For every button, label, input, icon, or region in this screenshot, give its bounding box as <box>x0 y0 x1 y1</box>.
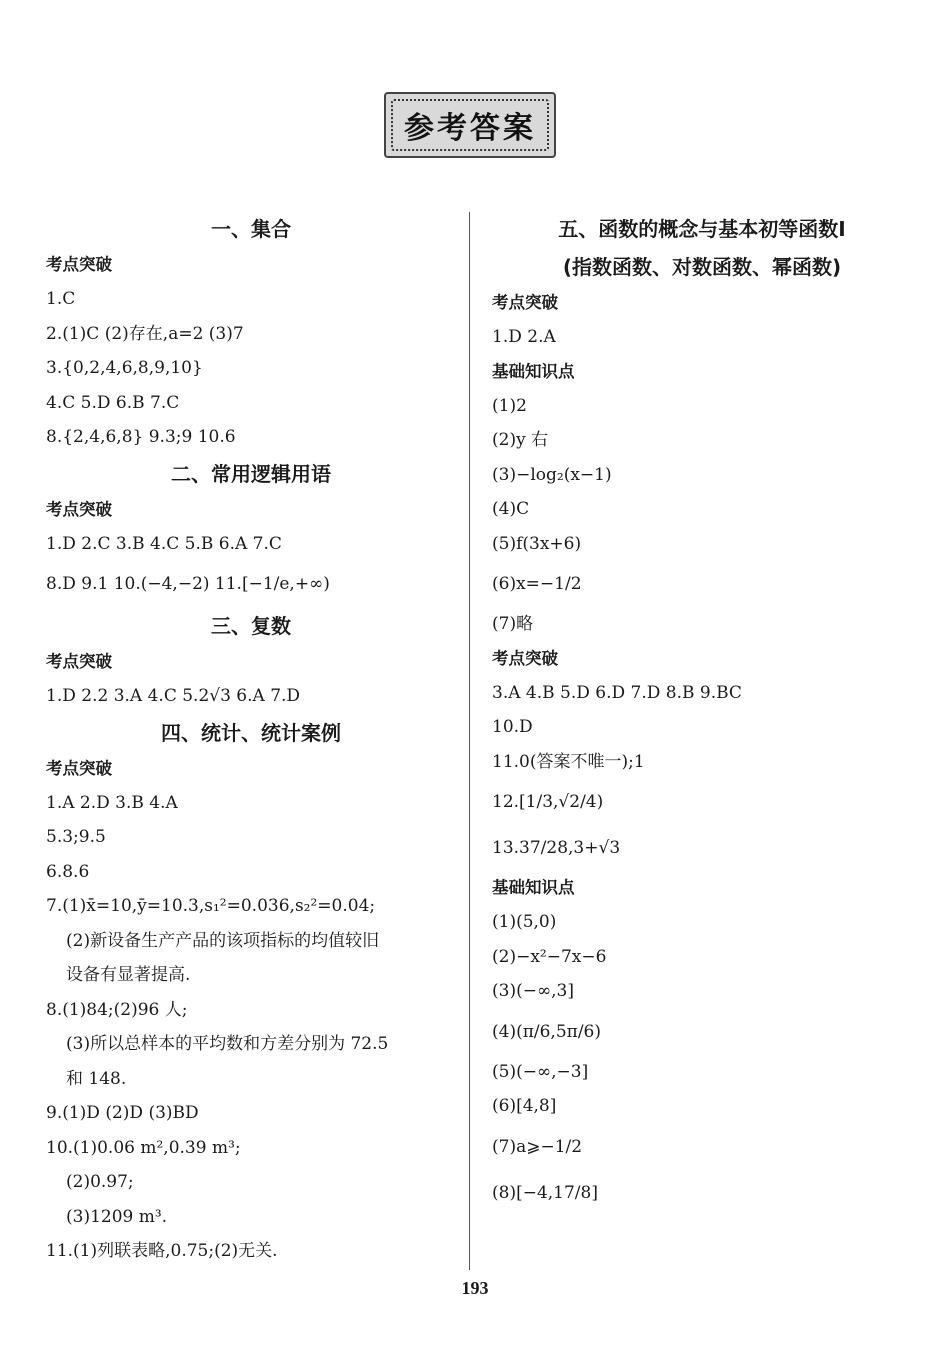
answer-line: 3.{0,2,4,6,8,9,10} <box>46 358 203 378</box>
answer-line: (3)1209 m³. <box>66 1206 168 1227</box>
subheading: 考点突破 <box>46 499 112 519</box>
answer-line: (2)0.97; <box>66 1172 134 1192</box>
answer-line: 4.C 5.D 6.B 7.C <box>46 392 180 413</box>
subheading: 考点突破 <box>46 652 112 671</box>
answer-line: 8.D 9.1 10.(−4,−2) 11.[−1/e,+∞) <box>46 574 330 594</box>
answer-line: (1)(5,0) <box>492 912 557 932</box>
column-divider <box>469 212 470 1270</box>
answer-line: (5)f(3x+6) <box>492 533 582 554</box>
answer-line: 1.D 2.2 3.A 4.C 5.2√3 6.A 7.D <box>46 686 301 706</box>
page-number: 193 <box>461 1278 489 1298</box>
answer-line: 1.D 2.C 3.B 4.C 5.B 6.A 7.C <box>46 533 282 554</box>
answer-line: 9.(1)D (2)D (3)BD <box>46 1103 199 1123</box>
answer-line: (2)新设备生产产品的该项指标的均值较旧 <box>66 930 380 951</box>
answer-line: (7)a⩾−1/2 <box>492 1136 583 1157</box>
section-title-statistics: 四、统计、统计案例 <box>161 720 341 745</box>
answer-line: 13.37/28,3+√3 <box>492 838 621 858</box>
answer-line: 11.(1)列联表略,0.75;(2)无关. <box>46 1241 278 1261</box>
section-title-logic: 二、常用逻辑用语 <box>171 461 331 486</box>
answer-line: 10.(1)0.06 m²,0.39 m³; <box>46 1137 241 1158</box>
answer-line: (3)−log₂(x−1) <box>492 464 612 485</box>
answer-key-banner <box>384 92 556 158</box>
subheading: 考点突破 <box>46 255 112 274</box>
left-column <box>46 210 456 1269</box>
answer-line: (6)x=−1/2 <box>492 574 582 594</box>
answer-line: 6.8.6 <box>46 861 90 882</box>
answer-line: (4)(π/6,5π/6) <box>492 1021 601 1042</box>
answer-line: (8)[−4,17/8] <box>492 1182 598 1203</box>
answer-line: (2)−x²−7x−6 <box>492 946 607 967</box>
answer-line: (7)略 <box>492 614 534 634</box>
answer-line: 2.(1)C (2)存在,a=2 (3)7 <box>46 323 244 344</box>
answer-line: 7.(1)x̄=10,ȳ=10.3,s₁²=0.036,s₂²=0.04; <box>46 896 376 916</box>
banner-title: 参考答案 <box>404 111 536 146</box>
subheading: 基础知识点 <box>492 878 575 897</box>
subheading: 考点突破 <box>46 758 112 778</box>
answer-line: (2)y 右 <box>492 430 549 450</box>
answer-line: 1.C <box>46 289 76 309</box>
answer-line: 11.0(答案不唯一);1 <box>492 751 645 772</box>
answer-line: 8.(1)84;(2)96 人; <box>46 999 188 1020</box>
section-subtitle-functions: (指数函数、对数函数、幂函数) <box>562 255 842 279</box>
answer-line: 设备有显著提高. <box>66 965 191 985</box>
answer-line: 8.{2,4,6,8} 9.3;9 10.6 <box>46 427 236 447</box>
answer-line: 1.D 2.A <box>492 327 556 347</box>
section-title-sets: 一、集合 <box>211 217 291 241</box>
answer-line: 1.A 2.D 3.B 4.A <box>46 792 178 813</box>
right-column <box>492 210 912 1216</box>
answer-line: (3)(−∞,3] <box>492 981 574 1001</box>
answer-line: (6)[4,8] <box>492 1096 557 1116</box>
answer-line: (3)所以总样本的平均数和方差分别为 72.5 <box>66 1034 389 1054</box>
answer-line: 10.D <box>492 717 533 737</box>
subheading: 考点突破 <box>492 293 558 312</box>
subheading: 考点突破 <box>492 648 558 668</box>
answer-line: 3.A 4.B 5.D 6.D 7.D 8.B 9.BC <box>492 682 742 703</box>
answer-line: 和 148. <box>66 1068 127 1089</box>
answer-line: (1)2 <box>492 395 527 416</box>
answer-line: (5)(−∞,−3] <box>492 1061 589 1082</box>
section-title-functions: 五、函数的概念与基本初等函数Ⅰ <box>558 217 846 241</box>
subheading: 基础知识点 <box>492 361 575 381</box>
answer-line: 5.3;9.5 <box>46 827 106 847</box>
answer-line: 12.[1/3,√2/4) <box>492 792 604 812</box>
answer-line: (4)C <box>492 499 530 519</box>
section-title-complex: 三、复数 <box>211 614 291 638</box>
